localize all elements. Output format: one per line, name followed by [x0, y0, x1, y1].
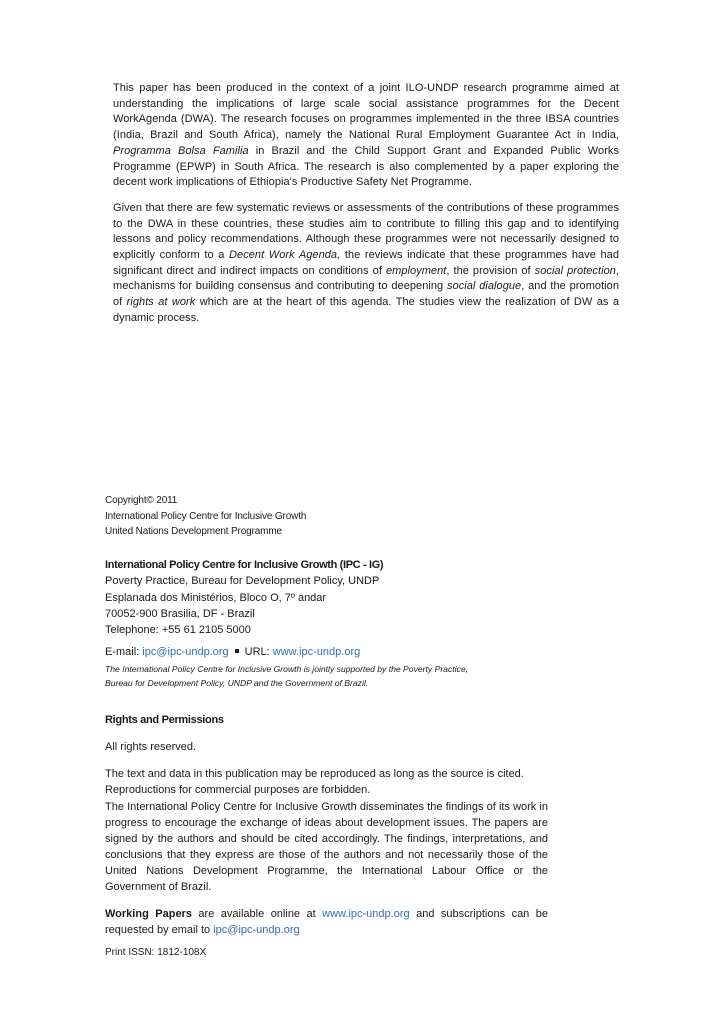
intro-p2-italic-rights-at-work: rights at work — [126, 296, 196, 309]
intro-p2-text-2: the reviews indicate that these programmes have had significant direct and indirect impacts on conditions of — [113, 249, 619, 277]
ipc-address-line-1: Esplanada dos Ministérios, Bloco O, 7º andar — [105, 591, 327, 604]
intro-p2-italic-social-protection: social protection — [534, 264, 616, 277]
url-label: URL: — [244, 646, 273, 658]
dissemination-paragraph: The International Policy Centre for Inclusive Growth disseminates the findings of its work in progress to encourage the exchange of ideas about development issues. The papers are signed by the authors and should be cited accordingly. The findings, interpretations, and conclusions that they express are those of the authors and not necessarily those of the United Nations Development Programme, the International Labour Office or the Government of Brazil. — [105, 801, 548, 893]
intro-p2-italic-dwa: Decent Work Agenda, — [229, 249, 341, 262]
working-papers-url-link[interactable]: www.ipc-undp.org — [322, 908, 410, 920]
ipc-address-line-2: 70052-900 Brasilia, DF - Brazil — [105, 607, 255, 620]
intro-p2-text-6: which are at the heart of this agenda. The studies view the realization of DW as a dynamic process. — [113, 296, 619, 324]
contact-line — [105, 644, 565, 660]
issn-number: Print ISSN: 1812-108X — [105, 947, 207, 958]
intro-p1-programme-name: Programma Bolsa Familia — [113, 144, 249, 157]
ipc-address-block — [105, 557, 545, 638]
intro-p2-text-3: , the provision of — [446, 264, 535, 277]
working-papers-email-link[interactable]: ipc@ipc-undp.org — [213, 924, 300, 936]
intro-paragraph-1 — [113, 81, 619, 191]
intro-p2-italic-employment: employment — [385, 264, 447, 277]
reproduction-line-1: The text and data in this publication may be reproduced as long as the source is cited. — [105, 768, 524, 780]
reproduction-line-2: Reproductions for commercial purposes are forbidden. — [105, 784, 371, 796]
working-papers-text-2: and subscriptions can be requested by email to — [105, 908, 549, 936]
copyright-block — [105, 493, 306, 540]
intro-p2-italic-social-dialogue: social dialogue — [447, 280, 522, 293]
url-link[interactable]: www.ipc-undp.org — [272, 646, 361, 658]
copyright-holder-undp: United Nations Development Programme — [105, 526, 282, 537]
contact-block — [105, 644, 565, 690]
dissemination-section — [105, 799, 548, 938]
copyright-year: Copyright© 2011 — [105, 495, 178, 506]
support-line-2: Bureau for Development Policy, UNDP and the Government of Brazil. — [105, 677, 369, 688]
copyright-holder-ipc: International Policy Centre for Inclusive Growth — [105, 510, 307, 522]
intro-p2-text-5: , and the promotion of — [113, 280, 620, 309]
intro-section — [113, 81, 619, 327]
support-statement — [105, 663, 565, 690]
ipc-telephone: Telephone: +55 61 2105 5000 — [105, 624, 251, 637]
ipc-department: Poverty Practice, Bureau for Development Policy, UNDP — [105, 575, 380, 588]
rights-reserved: All rights reserved. — [105, 741, 197, 753]
working-papers-text-1: are available online at — [191, 908, 323, 920]
intro-p1-text-cont: in Brazil and the Child Support Grant and Expanded Public Works Programme (EPWP) in South Africa. The research is also complemented by a paper exploring the decent work implications of Ethiopia's Productive Safety Net Programme. — [113, 144, 620, 189]
bullet-separator — [235, 649, 239, 653]
intro-p2-text: Given that there are few systematic reviews or assessments of the contributions of these programmes to the DWA in these countries, these studies aim to contribute to filling this gap and to identifying lessons and policy recommendations. Although these programmes were not necessarily designed to explicitly conform to a — [113, 201, 619, 262]
rights-section — [105, 712, 545, 798]
working-papers-paragraph — [105, 906, 548, 938]
ipc-org-name: International Policy Centre for Inclusive Growth (IPC - IG) — [105, 559, 384, 571]
intro-p1-text: This paper has been produced in the context of a joint ILO-UNDP research programme aimed at understanding the implications of large scale social assistance programmes for the Decent WorkAgenda (DWA). The research focuses on programmes implemented in the three IBSA countries (India, Brazil and South Africa), namely the National Rural Employment Guarantee Act in India, — [113, 82, 619, 142]
email-link[interactable]: ipc@ipc-undp.org — [142, 646, 229, 658]
email-label: E-mail: — [105, 646, 143, 658]
intro-paragraph-2 — [113, 201, 619, 327]
working-papers-label: Working Papers — [105, 908, 192, 920]
rights-heading: Rights and Permissions — [105, 714, 224, 726]
intro-p2-text-4: , mechanisms for building consensus and contributing to deepening — [113, 264, 620, 293]
support-line-1: The International Policy Centre for Inclusive Growth is jointly supported by the Poverty Practice, — [105, 664, 469, 674]
